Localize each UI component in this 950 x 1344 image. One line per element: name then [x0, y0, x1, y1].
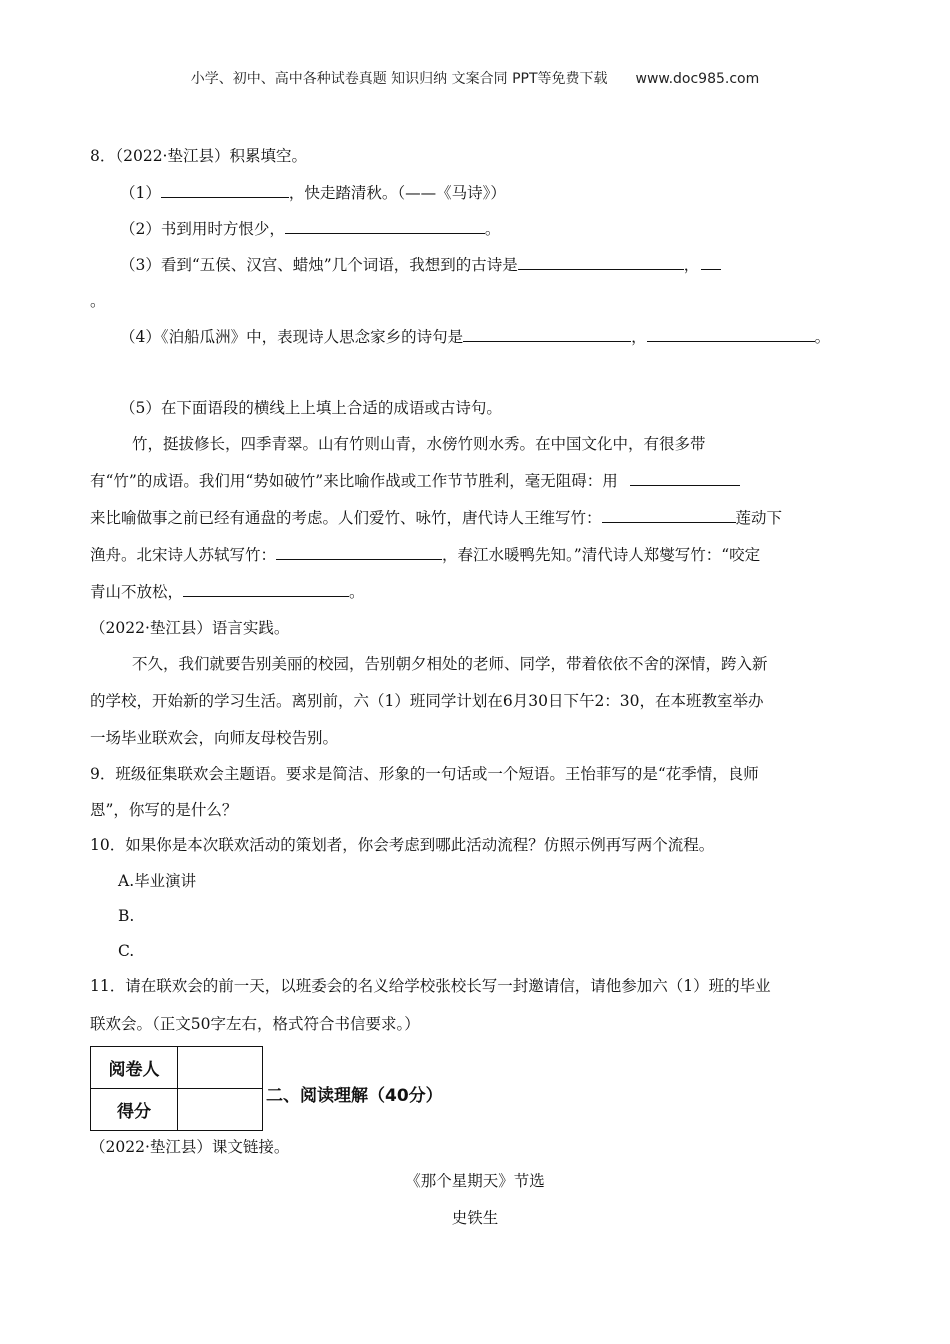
answer-blank[interactable] [602, 508, 736, 523]
practice-line-1: 不久，我们就要告别美丽的校园，告别朝夕相处的老师、同学，带着依依不舍的深情，跨入新 [132, 655, 768, 673]
practice-line-3: 一场毕业联欢会，向师友母校告别。 [90, 729, 339, 747]
q9-line-1: 9．班级征集联欢会主题语。要求是简洁、形象的一句话或一个短语。王怡菲写的是“花季情，良师 [90, 765, 759, 783]
reading-intro: （2022·垫江县）课文链接。 [90, 1138, 290, 1156]
reviewer-cell[interactable] [178, 1047, 263, 1089]
header-text: 小学、初中、高中各种试卷真题 知识归纳 文案合同 PPT等免费下载 [190, 71, 608, 87]
answer-blank[interactable] [276, 545, 442, 560]
q8-passage-line-1: 竹，挺拔修长，四季青翠。山有竹则山青，水傍竹则水秀。在中国文化中，有很多带 [132, 435, 706, 453]
q10-option-c: C. [118, 942, 135, 960]
q8-passage-line-5: 青山不放松， 。 [90, 583, 365, 601]
answer-blank[interactable] [518, 255, 684, 270]
answer-blank[interactable] [161, 183, 289, 198]
answer-blank[interactable] [285, 219, 485, 234]
header-site: www.doc985.com [635, 71, 760, 87]
q8-item-4: （4）《泊船瓜洲》中，表现诗人思念家乡的诗句是 ， 。 [120, 328, 831, 346]
answer-blank[interactable] [183, 582, 349, 597]
q9-line-2: 恩”，你写的是什么？ [90, 801, 238, 819]
answer-blank[interactable] [630, 471, 740, 486]
q8-passage-line-3: 来比喻做事之前已经有通盘的考虑。人们爱竹、咏竹，唐代诗人王维写竹： 莲动下 [90, 509, 783, 527]
q8-item-1: （1） ，快走踏清秋。（——《马诗》） [120, 184, 506, 202]
q11-line-2: 联欢会。（正文50字左右，格式符合书信要求。） [90, 1015, 420, 1033]
score-cell[interactable] [178, 1089, 263, 1131]
q8-item-5: （5）在下面语段的横线上上填上合适的成语或古诗句。 [120, 399, 502, 417]
q8-item-3-end: 。 [90, 292, 106, 310]
score-label: 得分 [91, 1089, 178, 1131]
q8-passage-line-2: 有“竹”的成语。我们用“势如破竹”来比喻作战或工作节节胜利，毫无阻碍：用 [90, 471, 740, 491]
practice-title: （2022·垫江县）语言实践。 [90, 619, 290, 637]
q10-option-a: A.毕业演讲 [118, 872, 197, 890]
practice-line-2: 的学校，开始新的学习生活。离别前，六（1）班同学计划在6月30日下午2：30，在本班教室举办 [90, 692, 764, 710]
reading-title: 《那个星期天》节选 [405, 1172, 545, 1190]
page-header [0, 68, 950, 88]
q10-option-b: B. [118, 907, 135, 925]
reviewer-label: 阅卷人 [91, 1047, 178, 1089]
q11-line-1: 11．请在联欢会的前一天，以班委会的名义给学校张校长写一封邀请信，请他参加六（1）班的毕业 [90, 977, 771, 995]
section-heading: 二、阅读理解（40分） [266, 1086, 443, 1106]
q8-passage-line-4: 渔舟。北宋诗人苏轼写竹： ，春江水暖鸭先知。”清代诗人郑燮写竹：“咬定 [90, 546, 761, 564]
reading-author: 史铁生 [451, 1209, 499, 1227]
q8-item-3: （3）看到“五侯、汉宫、蜡烛”几个词语，我想到的古诗是 ， [120, 255, 721, 275]
answer-blank[interactable] [463, 327, 631, 342]
answer-blank[interactable] [701, 255, 721, 270]
answer-blank[interactable] [647, 327, 815, 342]
q8-item-2: （2）书到用时方恨少， 。 [120, 220, 501, 238]
q10-line-1: 10．如果你是本次联欢活动的策划者，你会考虑到哪此活动流程？仿照示例再写两个流程。 [90, 836, 715, 854]
score-box [90, 1046, 263, 1131]
q8-title: 8．（2022·垫江县）积累填空。 [90, 147, 307, 165]
